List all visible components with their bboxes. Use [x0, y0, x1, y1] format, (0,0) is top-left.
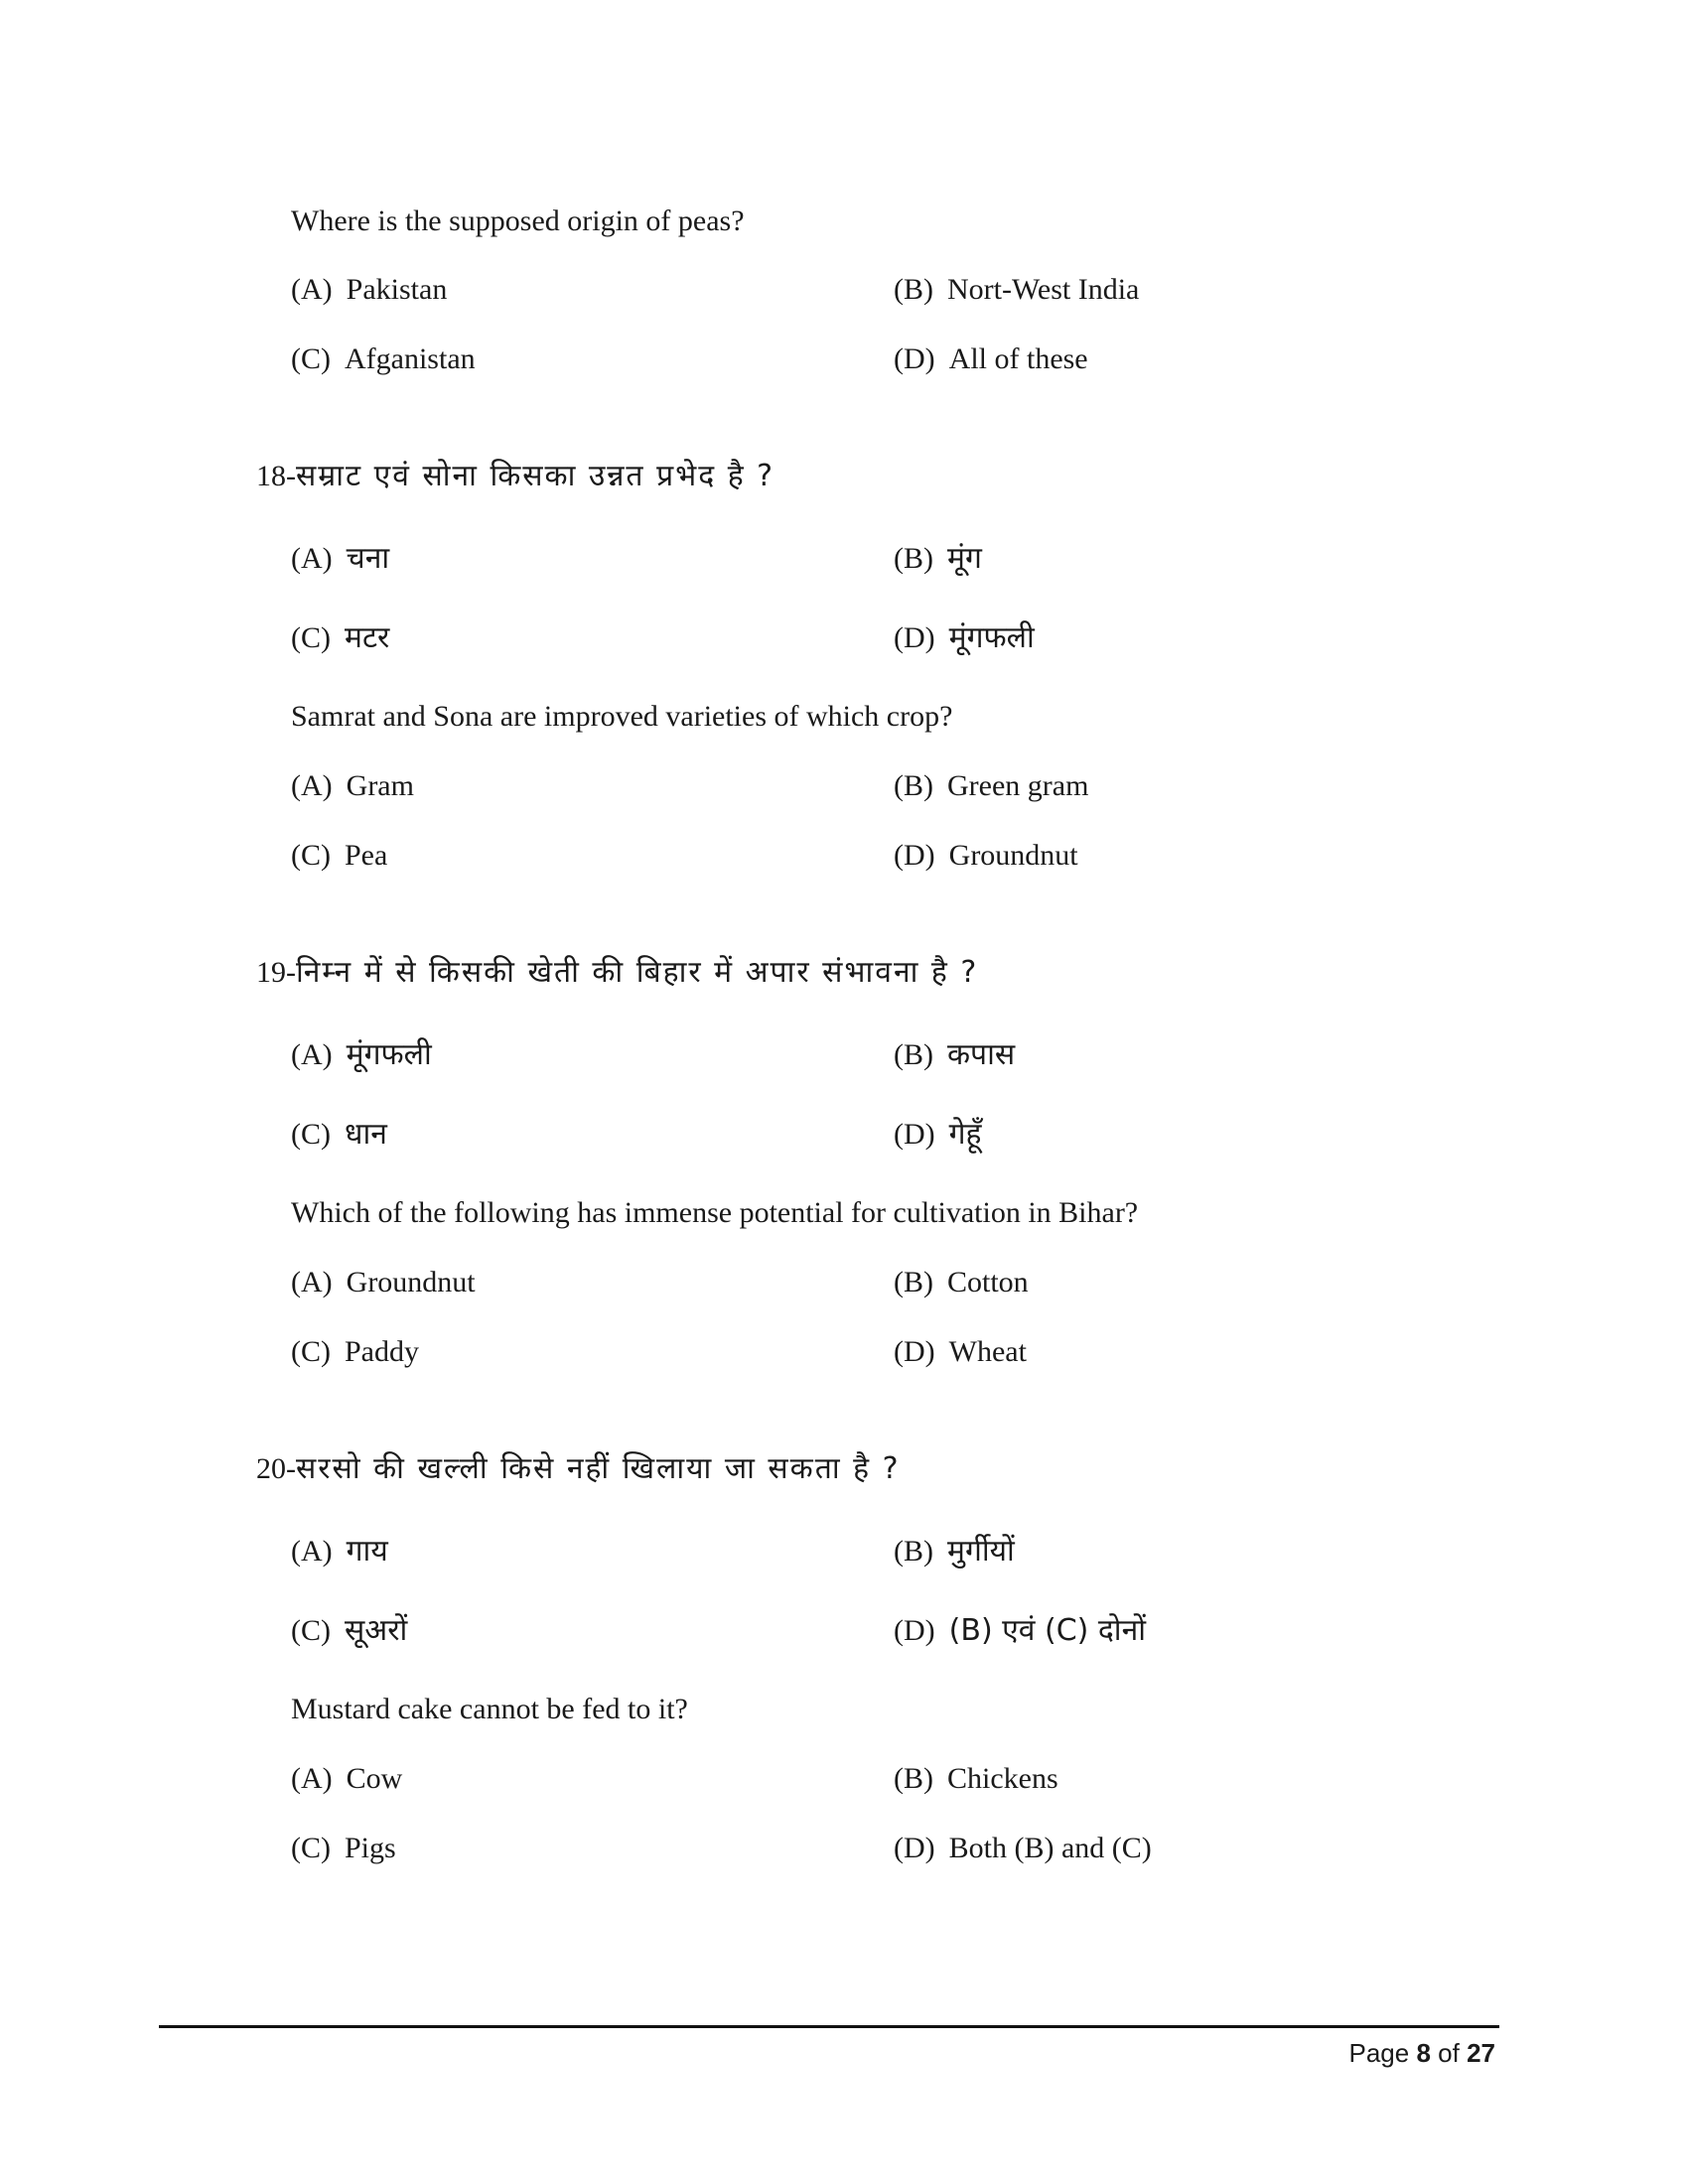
option-tag: (D): [894, 1832, 935, 1864]
option-tag: (C): [291, 1335, 331, 1368]
q20-question-en: Mustard cake cannot be fed to it?: [291, 1693, 688, 1725]
q20-option-c-en: [291, 1834, 396, 1863]
option-text: Pakistan: [346, 273, 448, 306]
option-text: Cotton: [947, 1266, 1029, 1298]
q18-option-d-hi: [894, 620, 1035, 655]
q17-option-b-en: [894, 275, 1139, 305]
q17-option-c-en: [291, 344, 476, 374]
q19-option-c-hi: [291, 1117, 387, 1152]
of-word: of: [1438, 2038, 1460, 2068]
option-tag: (C): [291, 621, 331, 654]
option-text: Gram: [346, 769, 414, 802]
q18-option-c-en: [291, 841, 387, 871]
option-text: Paddy: [345, 1335, 419, 1368]
option-text: Cow: [346, 1762, 403, 1795]
option-tag: (A): [291, 769, 333, 802]
option-tag: (B): [894, 1266, 933, 1298]
page-word: Page: [1348, 2038, 1410, 2068]
option-tag: (B): [894, 542, 933, 575]
option-text: चना: [346, 541, 390, 576]
option-tag: (A): [291, 273, 333, 306]
option-text: मुर्गीयों: [947, 1534, 1015, 1569]
option-tag: (A): [291, 1535, 333, 1568]
option-text: मूंगफली: [948, 620, 1035, 655]
option-tag: (B): [894, 1038, 933, 1071]
option-tag: (A): [291, 1762, 333, 1795]
option-tag: (C): [291, 1118, 331, 1151]
question-text-hi: निम्न में से किसकी खेती की बिहार में अपार संभावना है ?: [296, 955, 979, 990]
option-text: Groundnut: [948, 839, 1078, 872]
q20-option-b-hi: [894, 1534, 1015, 1569]
option-tag: (C): [291, 342, 331, 375]
option-tag: (C): [291, 1832, 331, 1864]
option-text: Green gram: [947, 769, 1089, 802]
q17-question-en: Where is the supposed origin of peas?: [291, 205, 745, 237]
q18-question-hi: [256, 459, 775, 493]
option-text: Pigs: [345, 1832, 396, 1864]
q20-option-b-en: [894, 1764, 1058, 1794]
option-text: Groundnut: [346, 1266, 476, 1298]
option-tag: (B): [894, 273, 933, 306]
option-text: मूंग: [947, 541, 982, 576]
q19-option-b-hi: [894, 1037, 1016, 1072]
option-tag: (A): [291, 1038, 333, 1071]
q18-option-a-hi: [291, 541, 390, 576]
option-text: गाय: [346, 1534, 388, 1569]
option-text: Both (B) and (C): [948, 1832, 1152, 1864]
option-text: Afganistan: [345, 342, 476, 375]
q18-option-d-en: [894, 841, 1078, 871]
option-tag: (A): [291, 1266, 333, 1298]
question-text-hi: सरसो की खल्ली किसे नहीं खिलाया जा सकता है ?: [296, 1451, 901, 1486]
option-text: धान: [345, 1117, 387, 1152]
question-number: 20-: [256, 1452, 296, 1485]
q19-question-en: Which of the following has immense potential for cultivation in Bihar?: [291, 1196, 1139, 1229]
footer-divider: [159, 2025, 1499, 2028]
option-text: सूअरों: [345, 1613, 408, 1648]
q19-option-a-en: [291, 1268, 476, 1297]
page-number: 8: [1416, 2038, 1431, 2068]
option-text: कपास: [947, 1037, 1016, 1072]
q19-question-hi: [256, 955, 979, 990]
q17-option-d-en: [894, 344, 1088, 374]
option-text: Pea: [345, 839, 388, 872]
q18-question-en: Samrat and Sona are improved varieties of which crop?: [291, 700, 953, 733]
option-text: Wheat: [948, 1335, 1027, 1368]
option-tag: (D): [894, 1118, 935, 1151]
q19-option-d-en: [894, 1337, 1027, 1367]
option-tag: (B): [894, 1535, 933, 1568]
option-text: Chickens: [947, 1762, 1058, 1795]
option-tag: (C): [291, 1614, 331, 1647]
q20-option-c-hi: [291, 1613, 408, 1648]
page-indicator: [1348, 2038, 1495, 2069]
question-number: 19-: [256, 956, 296, 989]
option-text: गेहूँ: [948, 1117, 982, 1152]
total-pages: 27: [1467, 2038, 1495, 2068]
q17-option-a-en: [291, 275, 447, 305]
q19-option-d-hi: [894, 1117, 982, 1152]
option-tag: (A): [291, 542, 333, 575]
question-text-hi: सम्राट एवं सोना किसका उन्नत प्रभेद है ?: [296, 459, 775, 493]
option-text: मटर: [345, 620, 390, 655]
option-tag: (D): [894, 839, 935, 872]
q19-option-c-en: [291, 1337, 419, 1367]
question-number: 18-: [256, 460, 296, 492]
q20-option-a-en: [291, 1764, 402, 1794]
q18-option-b-hi: [894, 541, 982, 576]
option-text: मूंगफली: [346, 1037, 432, 1072]
q20-option-a-hi: [291, 1534, 388, 1569]
option-tag: (B): [894, 769, 933, 802]
q20-option-d-hi: [894, 1613, 1146, 1648]
q18-option-a-en: [291, 771, 414, 801]
option-tag: (D): [894, 1614, 935, 1647]
q20-option-d-en: [894, 1834, 1152, 1863]
option-tag: (D): [894, 1335, 935, 1368]
q19-option-b-en: [894, 1268, 1029, 1297]
q18-option-c-hi: [291, 620, 390, 655]
option-tag: (B): [894, 1762, 933, 1795]
option-tag: (D): [894, 621, 935, 654]
q18-option-b-en: [894, 771, 1088, 801]
option-text: All of these: [948, 342, 1088, 375]
q20-question-hi: [256, 1451, 901, 1486]
q19-option-a-hi: [291, 1037, 432, 1072]
option-text: Nort-West India: [947, 273, 1140, 306]
option-tag: (C): [291, 839, 331, 872]
option-tag: (D): [894, 342, 935, 375]
option-text: (B) एवं (C) दोनों: [948, 1613, 1146, 1648]
